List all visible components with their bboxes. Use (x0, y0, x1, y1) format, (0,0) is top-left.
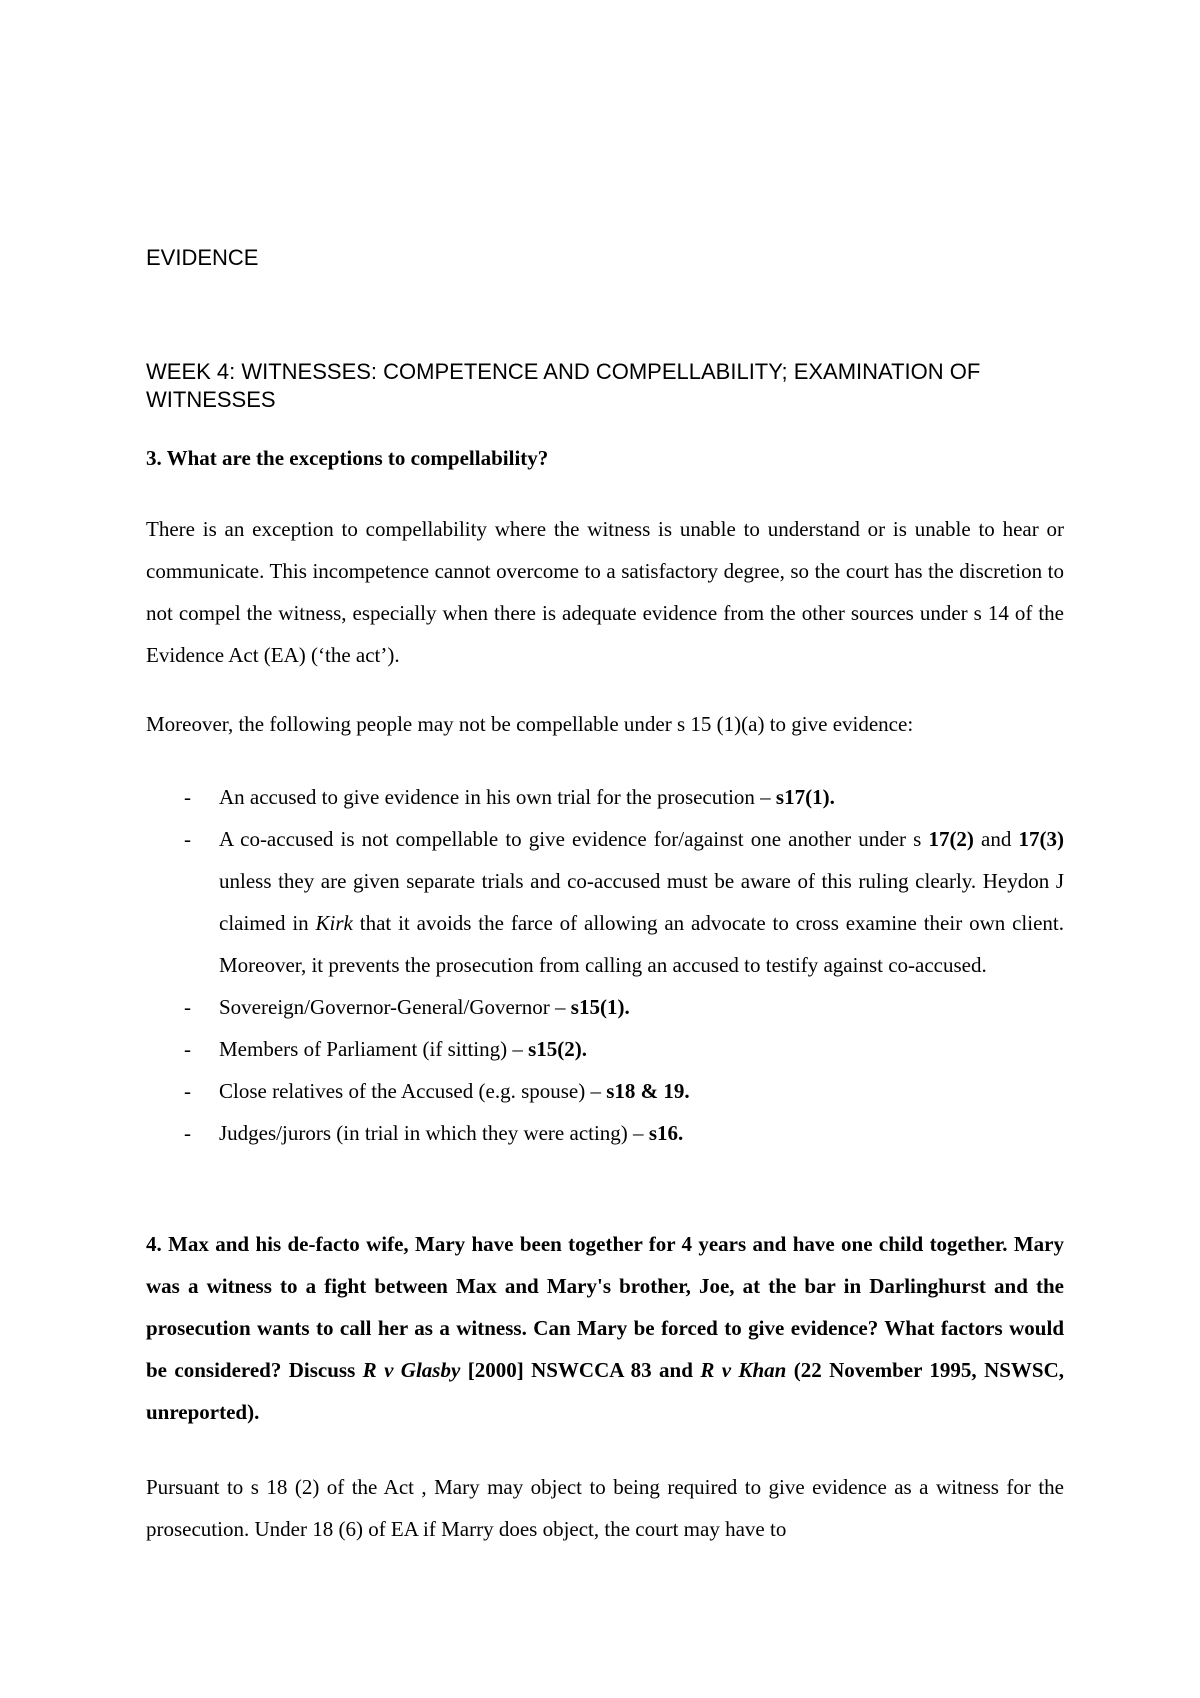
document-title: EVIDENCE (146, 245, 259, 270)
question-3-heading: 3. What are the exceptions to compellability? (146, 446, 549, 470)
bullet-dash: - (184, 785, 191, 809)
list-item-text: and (973, 827, 1019, 851)
list-item (146, 1112, 1064, 1154)
week-heading: WEEK 4: WITNESSES: COMPETENCE AND COMPELLABILITY; EXAMINATION OF WITNESSES (146, 359, 981, 412)
list-item (146, 1070, 1064, 1112)
section-reference: s15(2). (528, 1037, 588, 1061)
list-item-text: Members of Parliament (if sitting) – (219, 1037, 529, 1061)
list-item (146, 1028, 1064, 1070)
case-name: R v Glasby (362, 1358, 461, 1382)
section-reference: s16. (648, 1121, 684, 1145)
list-item-text: A co-accused is not compellable to give evidence for/against one another under s (219, 827, 929, 851)
question-4-heading (146, 1223, 1064, 1433)
list-item-text: unless they are given separate trials and co-accused must be aware of this ruling clearly. Heydon J claimed in (219, 869, 1064, 935)
section-reference: s17(1). (775, 785, 835, 809)
section-reference: s18 & 19. (606, 1079, 690, 1103)
non-compellable-list (146, 776, 1064, 1154)
list-item-text: Sovereign/Governor-General/Governor – (219, 995, 571, 1019)
paragraph-compellability-exception: There is an exception to compellability where the witness is unable to understand or is unable to hear or communicate. This incompetence cannot overcome to a satisfactory degree, so the court has the discretion to not compel the witness, especially when there is adequate evidence from the other sources under s 14 of the Evidence Act (EA) (‘the act’). (146, 517, 1064, 667)
list-item-text: that it avoids the farce of allowing an advocate to cross examine their own client. Moreover, it prevents the prosecution from calling an accused to testify against co-accused. (219, 911, 1064, 977)
section-reference: 17(3) (1018, 827, 1064, 851)
section-reference: s15(1). (570, 995, 630, 1019)
bullet-dash: - (184, 827, 191, 851)
question-4-text: [2000] NSWCCA 83 and (460, 1358, 701, 1382)
case-name: Kirk (315, 911, 353, 935)
bullet-dash: - (184, 995, 191, 1019)
paragraph-section-18-objection: Pursuant to s 18 (2) of the Act , Mary may object to being required to give evidence as a witness for the prosecution. Under 18 (6) of EA if Marry does object, the court may have to (146, 1475, 1064, 1541)
list-item-text: Close relatives of the Accused (e.g. spouse) – (219, 1079, 607, 1103)
paragraph-not-compellable-intro: Moreover, the following people may not be compellable under s 15 (1)(a) to give evidence: (146, 712, 914, 736)
list-item-text: An accused to give evidence in his own trial for the prosecution – (219, 785, 776, 809)
bullet-dash: - (184, 1079, 191, 1103)
question-4-text: (22 November 1995, NSWSC, unreported). (146, 1358, 1065, 1424)
section-reference: 17(2) (928, 827, 974, 851)
case-name: R v Khan (700, 1358, 787, 1382)
list-item (146, 818, 1064, 986)
bullet-dash: - (184, 1121, 191, 1145)
list-item (146, 776, 1064, 818)
bullet-dash: - (184, 1037, 191, 1061)
question-4-text: 4. Max and his de-facto wife, Mary have been together for 4 years and have one child together. Mary was a witness to a fight between Max and Mary's brother, Joe, at the bar in Darlinghurst and the prosecution wants to call her as a witness. Can Mary be forced to give evidence? What factors would be considered? Discuss (146, 1232, 1064, 1382)
list-item-text: Judges/jurors (in trial in which they were acting) – (219, 1121, 649, 1145)
list-item (146, 986, 1064, 1028)
